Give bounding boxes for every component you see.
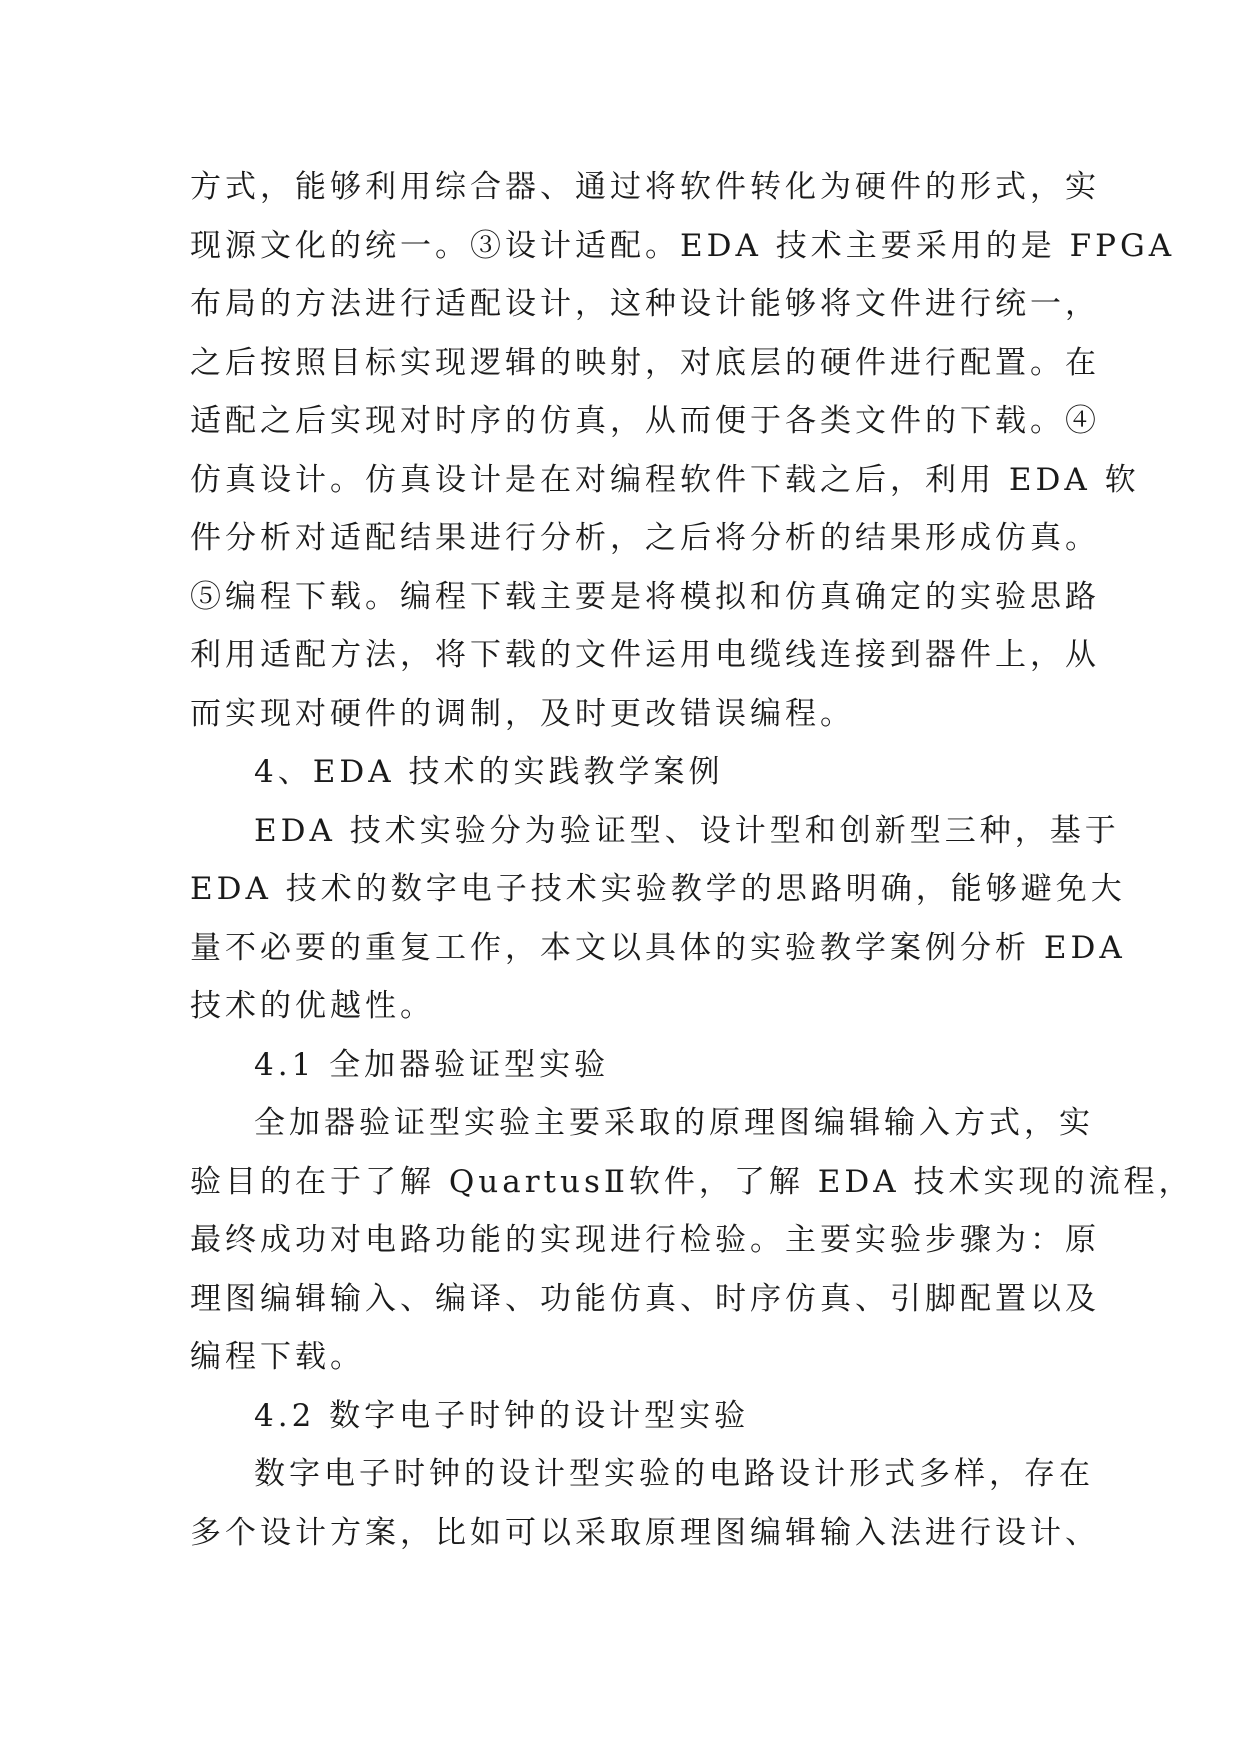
text-line: 最终成功对电路功能的实现进行检验。主要实验步骤为：原 — [190, 1222, 1100, 1258]
subsection-heading: 4.2 数字电子时钟的设计型实验 — [254, 1397, 750, 1434]
text-line: 仿真设计。仿真设计是在对编程软件下载之后，利用 EDA 软 — [190, 461, 1140, 498]
text-line: 而实现对硬件的调制，及时更改错误编程。 — [190, 695, 855, 732]
text-line: 量不必要的重复工作，本文以具体的实验教学案例分析 EDA — [190, 929, 1126, 966]
text-line: 利用适配方法，将下载的文件运用电缆线连接到器件上，从 — [190, 637, 1100, 673]
text-line: 适配之后实现对时序的仿真，从而便于各类文件的下载。④ — [190, 403, 1100, 439]
subsection-heading: 4.1 全加器验证型实验 — [254, 1046, 610, 1083]
paragraph-start: 全加器验证型实验主要采取的原理图编辑输入方式，实 — [254, 1105, 1094, 1141]
paragraph-start: EDA 技术实验分为验证型、设计型和创新型三种，基于 — [254, 812, 1120, 849]
text-line: 件分析对适配结果进行分析，之后将分析的结果形成仿真。 — [190, 520, 1100, 556]
text-line: 理图编辑输入、编译、功能仿真、时序仿真、引脚配置以及 — [190, 1280, 1100, 1317]
text-line: 方式，能够利用综合器、通过将软件转化为硬件的形式，实 — [190, 169, 1100, 205]
text-line: 多个设计方案，比如可以采取原理图编辑输入法进行设计、 — [190, 1514, 1100, 1551]
document-body — [190, 158, 1194, 1562]
text-line: 布局的方法进行适配设计，这种设计能够将文件进行统一， — [190, 286, 1100, 322]
text-line: 编程下载。 — [190, 1339, 365, 1375]
text-line: ⑤编程下载。编程下载主要是将模拟和仿真确定的实验思路 — [190, 578, 1100, 615]
text-line: 现源文化的统一。③设计适配。EDA 技术主要采用的是 FPGA — [190, 227, 1176, 264]
paragraph-start: 数字电子时钟的设计型实验的电路设计形式多样，存在 — [254, 1456, 1094, 1492]
text-line: 验目的在于了解 QuartusⅡ软件，了解 EDA 技术实现的流程， — [190, 1163, 1194, 1200]
text-line: EDA 技术的数字电子技术实验教学的思路明确，能够避免大 — [190, 871, 1126, 907]
text-line: 之后按照目标实现逻辑的映射，对底层的硬件进行配置。在 — [190, 344, 1100, 381]
section-heading: 4、EDA 技术的实践教学案例 — [254, 754, 724, 790]
text-line: 技术的优越性。 — [190, 988, 435, 1024]
